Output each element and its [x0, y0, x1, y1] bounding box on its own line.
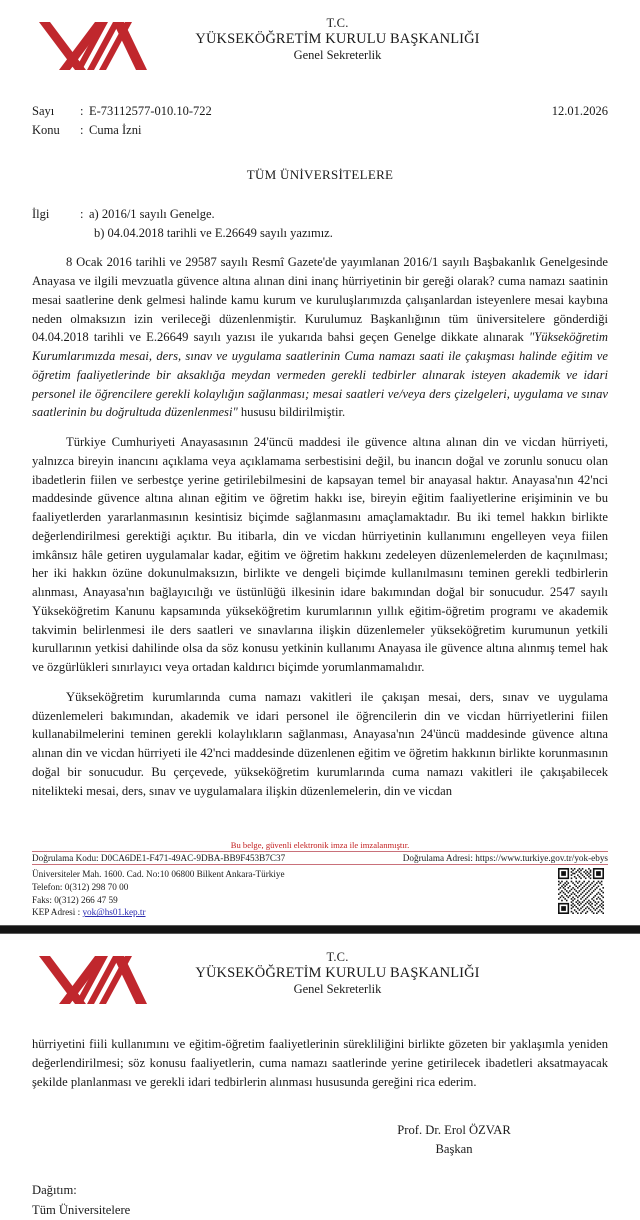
paragraph-2: Türkiye Cumhuriyeti Anayasasının 24'üncü maddesi ile güvence altına alınan din ve vicdan hürriyeti, yalnızca bireyin inancını açıklama veya açıklamama serbestisini değil, bu inancın doğal ve zorunlu sonucu olan ibadetlerin fiilen ve serbestçe yerine getirilebilmesini de kapsayan temel bir anayasal haktır. Anayasa'nın 42'nci maddesinde güvence altına alınan eğitim ve öğretim hakkı ise, bireyin eğitim faaliyetlerine erişiminin ve bu faaliyetlerden yararlanmasının kesintisiz biçimde sağlanmasını amaçlamaktadır. Bu iki temel hakkın birlikte değerlendirilmesi gerektiği açıktır. Bu itibarla, din ve vicdan hürriyetinin kullanımını engelleyen veya fiilen imkânsız hâle getiren uygulamalar kadar, eğitim ve öğretim hakkını zedeleyen düzenlemelerden de kaçınılması; her iki hakkın özüne dokunulmaksızın, birlikte ve dengeli biçimde kullanılmasını teminen gerekli tedbirlerin alınması, Anayasa'nın bağlayıcılığı ve üstünlüğü ilkesinin idare bakımından doğal bir sonucudur. 2547 sayılı Yükseköğretim Kanunu kapsamında yükseköğretim kurumlarının yıllık eğitim-öğretim programı ve akademik takvimin belirlenmesi ile ders saatleri ve sınavlarına ilişkin düzenlemeler yükseköğretim kurumunun yetkili kurullarının yetkisi dahilinde olsa da söz konusu yetkinin kullanımı Anayasa ile güvence altına alınmış temel hak ve özgürlükleri sınırlayıcı veya ortadan kaldırıcı biçimde yorumlanmamalıdır. [32, 435, 608, 674]
letterhead-tc: T.C. [326, 16, 349, 30]
verification-code [32, 853, 285, 863]
reference-item-a: a) 2016/1 sayılı Genelge. [89, 206, 215, 221]
distribution-label: Dağıtım: [32, 1183, 77, 1198]
konu-value: Cuma İzni [89, 123, 142, 138]
yok-logo-icon [39, 954, 147, 1006]
contact-kep [32, 906, 285, 919]
paragraph-3: Yükseköğretim kurumlarında cuma namazı vakitleri ile çakışan mesai, ders, sınav ve uygulama düzenlemeleri bakımından, akademik ve idari personel ile öğrencilerin din ve vicdan hürriyetlerini fiilen kullanabilmelerini teminen gerekli kolaylıkların sağlanması, Anayasa'nın 24'üncü maddesinde güvence altına alınan din ve vicdan hürriyeti ile 42'nci maddesinde düzenlenen eğitim ve öğretim hakkının birlikte korunmasının doğal bir sonucudur. Bu çerçevede, yükseköğretim kurumlarında cuma namazı vakitleri ile çakışabilecek nitelikteki mesai, ders, sınav ve uygulamalara ilişkin düzenlemelerin, din ve vicdan [32, 689, 608, 798]
letterhead-titles [185, 16, 640, 63]
letterhead-department: Genel Sekreterlik [293, 981, 382, 996]
paragraph-1-part-b: hususu bildirilmiştir. [237, 405, 346, 420]
letterhead-institution: YÜKSEKÖĞRETİM KURULU BAŞKANLIĞI [195, 964, 480, 981]
logo-container-page-2 [0, 950, 185, 1006]
signature-block [0, 1121, 608, 1159]
document-date: 12.01.2026 [551, 104, 608, 118]
document-page-2 [0, 934, 640, 1217]
letterhead-titles-page-2 [185, 950, 640, 997]
letterhead-tc: T.C. [326, 950, 349, 964]
body-page-1 [32, 242, 608, 800]
paragraph-1-quote: "Yükseköğretim Kurumlarımızda mesai, ders, sınav ve uygulama saatlerinin Cuma namazı saati ile çakışması halinde eğitim ve öğretim faaliyetlerinde bir aksaklığa meydan vermeden gerekli tedbirler alınarak isteyen akademik ve idari personel ile öğrencilere gerekli kolaylığın sağlanması; mesai saatleri ve/veya ders çizelgeleri, uygulama ve sınav saatlerinin bu doğrultuda düzenlenmesi" [32, 330, 608, 420]
kep-link[interactable]: yok@hs01.kep.tr [82, 907, 146, 918]
reference-row-a [32, 205, 608, 224]
ilgi-label: İlgi [32, 206, 50, 221]
contact-row [32, 865, 608, 919]
konu-row [32, 121, 608, 140]
paragraph-1 [32, 242, 608, 422]
contact-fax: Faks: 0(312) 266 47 59 [32, 894, 118, 905]
addressee: TÜM ÜNİVERSİTELERE [246, 166, 394, 182]
signatory-name: Prof. Dr. Erol ÖZVAR [397, 1123, 511, 1138]
paragraph-1-part-a: 8 Ocak 2016 tarihli ve 29587 sayılı Resmî Gazete'de yayımlanan 2016/1 sayılı Başbakanlık Genelgesinde Anayasa ve ilgili mevzuatla güvence altına alınan dini inanç hürriyetinin bir gereği olarak? cuma namazı saatinin mesai saatlerine denk gelmesi halinde kamu kurum ve kuruluşlarımızda çalışanlardan isteyenlere mesai kaybına neden olmaksızın izin verileceği düzenlenmiştir. Kurulumuz Başkanlığının tüm üniversitelere gönderdiği 04.04.2018 tarihli ve E.26649 sayılı yazısı ile yukarıda bahsi geçen Genelge dikkate alınarak [32, 255, 608, 345]
document-meta [32, 102, 608, 141]
page-1-footer [0, 840, 640, 919]
konu-separator: : [80, 123, 84, 138]
verification-code-value: D0CA6DE1-F471-49AC-9DBA-BB9F453B7C37 [100, 853, 286, 864]
yok-logo-icon [39, 20, 147, 72]
reference-item-b: b) 04.04.2018 tarihli ve E.26649 sayılı yazımız. [94, 225, 333, 240]
logo-container [0, 16, 185, 72]
verification-bar [32, 851, 608, 865]
contact-phone: Telefon: 0(312) 298 70 00 [32, 881, 129, 892]
kep-label: KEP Adresi : [32, 907, 83, 918]
references-block [32, 205, 608, 243]
verification-code-label: Doğrulama Kodu: [32, 853, 99, 864]
distribution-block [32, 1181, 608, 1220]
sayi-row [32, 102, 608, 121]
qr-code-icon [558, 868, 604, 914]
contact-address: Üniversiteler Mah. 1600. Cad. No:10 06800 Bilkent Ankara-Türkiye [32, 869, 285, 880]
letterhead [0, 0, 640, 72]
letterhead-institution: YÜKSEKÖĞRETİM KURULU BAŞKANLIĞI [195, 30, 480, 47]
letterhead-department: Genel Sekreterlik [293, 47, 382, 62]
esignature-note: Bu belge, güvenli elektronik imza ile imzalanmıştır. [230, 839, 410, 850]
konu-label: Konu [32, 123, 60, 138]
verification-address [403, 853, 608, 863]
signatory-title: Başkan [435, 1142, 473, 1157]
distribution-value: Tüm Üniversitelere [32, 1202, 131, 1217]
sayi-value: E-73112577-010.10-722 [89, 104, 212, 118]
sayi-separator: : [80, 104, 84, 118]
paragraph-4: hürriyetini fiili kullanımını ve eğitim-öğretim faaliyetlerinin sürekliliğini birlikte gözeten bir yaklaşımla yeniden değerlendirilmesi; söz konusu faaliyetlerin, cuma namazı saatlerinde yerine getirilecek ibadetleri aksatmayacak şekilde planlanması ve gerekli idari tedbirlerin alınması hususunda gereğini rica ederim. [32, 1037, 608, 1089]
ilgi-separator: : [80, 206, 84, 221]
body-page-2 [32, 1006, 608, 1091]
contact-block [32, 868, 285, 919]
verification-address-value[interactable]: https://www.turkiye.gov.tr/yok-ebys [475, 853, 608, 864]
verification-address-label: Doğrulama Adresi: [402, 853, 473, 864]
letterhead-page-2 [0, 934, 640, 1006]
sayi-label: Sayı [32, 104, 55, 118]
page-break-separator [0, 925, 640, 934]
